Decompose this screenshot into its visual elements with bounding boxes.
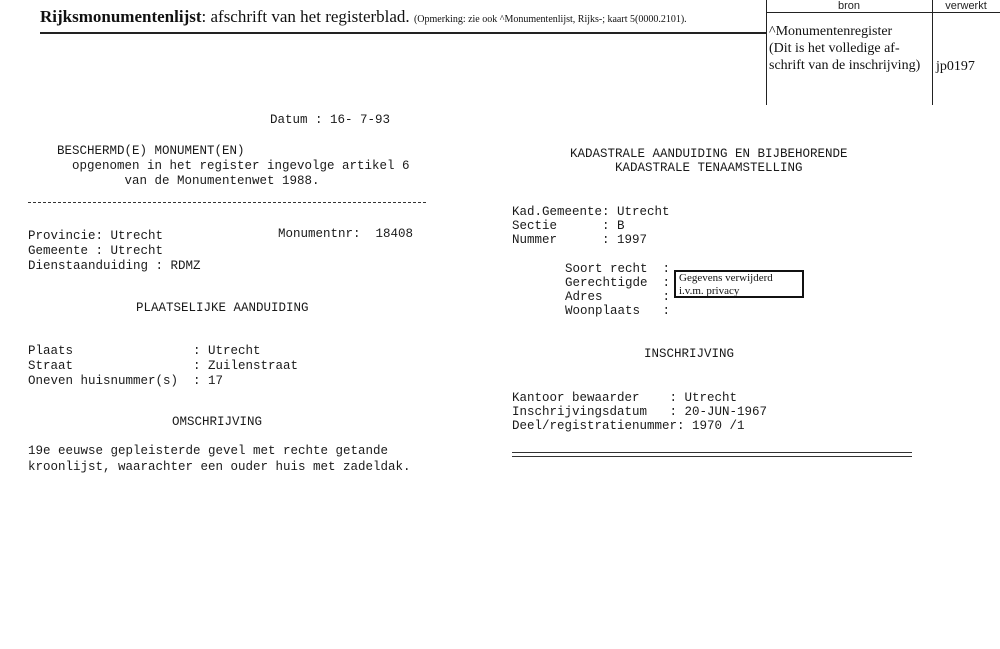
provincie: Provincie: Utrecht: [28, 229, 164, 243]
double-rule-top: [512, 452, 912, 453]
nummer: Nummer : 1997: [512, 233, 648, 247]
box-middle-border: [932, 0, 933, 105]
header-rule: [40, 32, 766, 34]
dashed-separator: [28, 202, 426, 203]
omschrijving-heading: OMSCHRIJVING: [172, 415, 263, 429]
box-left-border: [766, 0, 767, 105]
title-rest: : afschrift van het registerblad.: [201, 7, 410, 26]
kantoor-bewaarder: Kantoor bewaarder : Utrecht: [512, 391, 738, 405]
gemeente: Gemeente : Utrecht: [28, 244, 164, 258]
bron-column-header: bron: [837, 0, 861, 12]
rights-labels: Soort recht : Gerechtigde : Adres : Woonplaats :: [565, 262, 671, 318]
kad-gemeente: Kad.Gemeente: Utrecht: [512, 205, 670, 219]
bron-verwerkt-box: [766, 0, 1000, 105]
bron-text: ^Monumentenregister (Dit is het volledige af- schrift van de inschrijving): [769, 24, 921, 73]
datum-line: Datum : 16- 7-93: [270, 113, 391, 127]
kadastrale-heading: KADASTRALE AANDUIDING EN BIJBEHORENDE KADASTRALE TENAAMSTELLING: [570, 147, 848, 175]
double-rule-bottom: [512, 456, 912, 457]
monument-heading: BESCHERMD(E) MONUMENT(EN) opgenomen in het register ingevolge artikel 6 van de Monumentenwet 1988.: [57, 144, 410, 188]
monumentnr: Monumentnr: 18408: [278, 227, 414, 241]
title-note: (Opmerking: zie ook ^Monumentenlijst, Rijks-; kaart 5(0000.2101).: [413, 14, 687, 25]
plaatselijke-heading: PLAATSELIJKE AANDUIDING: [136, 301, 309, 315]
inschrijvingsdatum: Inschrijvingsdatum : 20-JUN-1967: [512, 405, 768, 419]
verwerkt-column-header: verwerkt: [945, 0, 987, 12]
omschrijving-text: 19e eeuwse gepleisterde gevel met rechte getande kroonlijst, waarachter een ouder huis met zadeldak.: [28, 444, 411, 474]
page-title: [40, 7, 687, 27]
box-header-rule: [766, 12, 1000, 13]
privacy-notice-box: Gegevens verwijderd i.v.m. privacy: [674, 270, 804, 298]
dienstaanduiding: Dienstaanduiding : RDMZ: [28, 259, 201, 273]
deel-registratienummer: Deel/registratienummer: 1970 /1: [512, 419, 745, 433]
inschrijving-heading: INSCHRIJVING: [644, 347, 735, 361]
plaats: Plaats : Utrecht: [28, 344, 261, 358]
title-bold: Rijksmonumentenlijst: [40, 7, 202, 26]
straat: Straat : Zuilenstraat: [28, 359, 299, 373]
huisnummer: Oneven huisnummer(s) : 17: [28, 374, 224, 388]
verwerkt-code: jp0197: [936, 59, 975, 74]
sectie: Sectie : B: [512, 219, 625, 233]
